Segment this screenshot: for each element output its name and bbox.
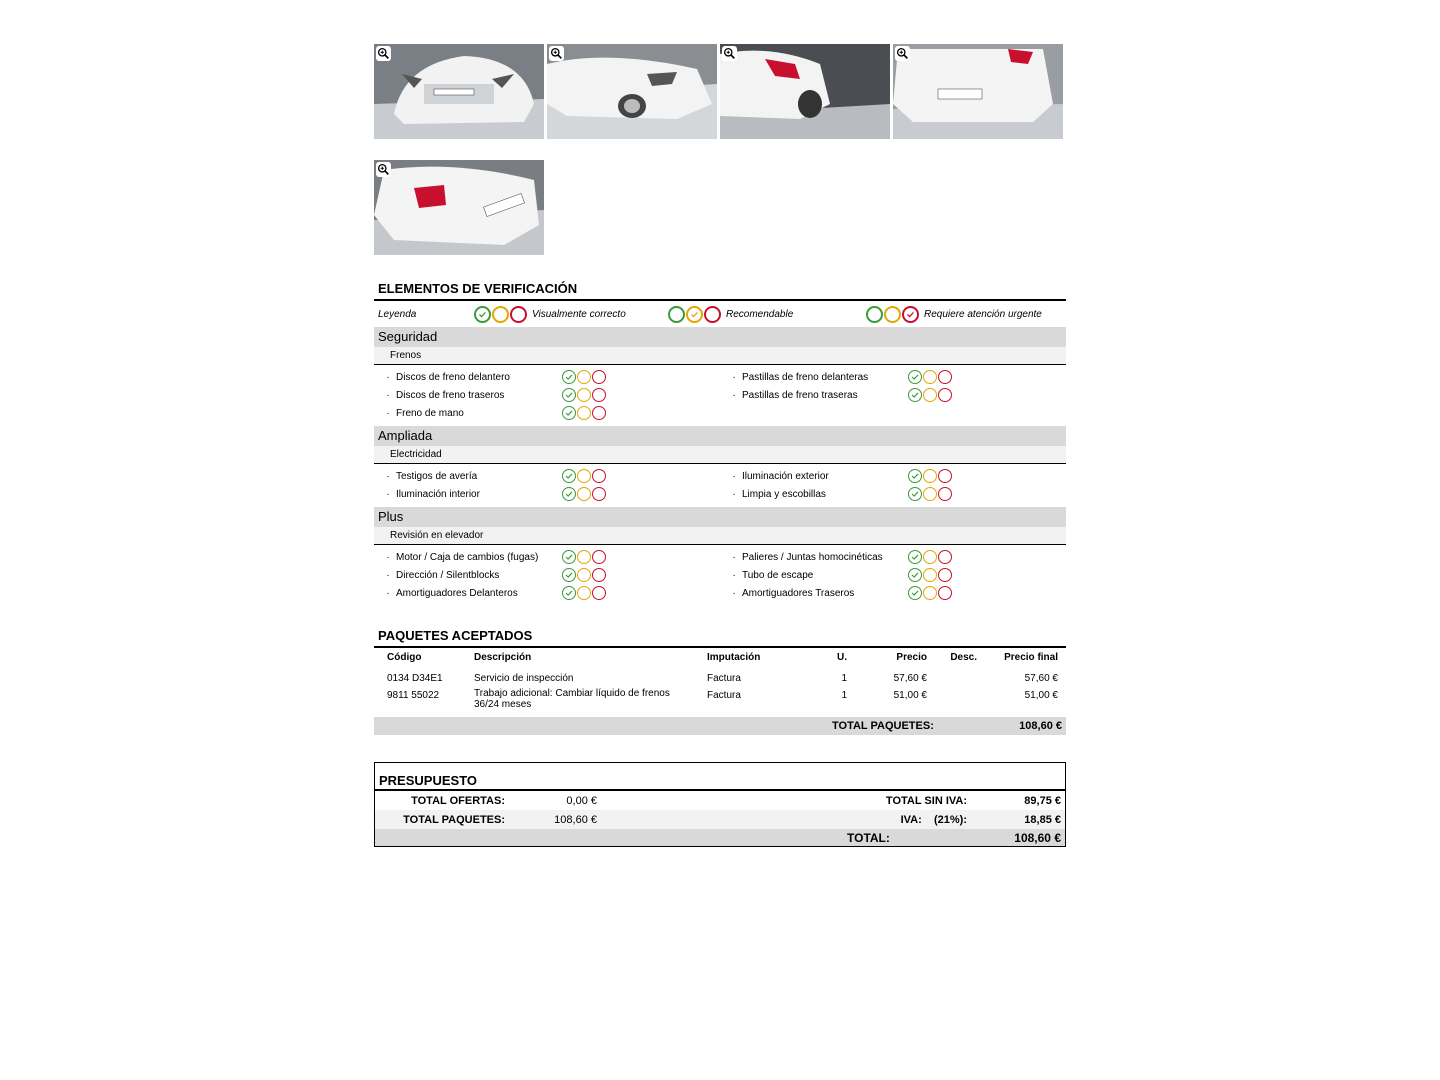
bullet: · — [732, 551, 736, 563]
status-ok-icon — [908, 550, 952, 564]
checklist-item — [374, 485, 720, 503]
traffic-lights-warning-icon — [668, 306, 721, 323]
checklist-item-label: Tubo de escape — [742, 569, 814, 581]
bullet: · — [732, 488, 736, 500]
checklist-item — [720, 368, 1066, 386]
table-row: 9811 55022 Trabajo adicional: Cambiar líquido de frenos 36/24 meses Factura 1 51,00 € 51,00 € — [387, 688, 1058, 710]
checklist-items — [374, 464, 1066, 507]
budget-total-row: TOTAL: 108,60 € — [375, 829, 1065, 846]
checklist-item-label: Amortiguadores Traseros — [742, 587, 855, 599]
budget-row-packages: TOTAL PAQUETES: 108,60 € IVA: (21%): 18,85 € — [375, 810, 1065, 829]
status-ok-icon — [562, 406, 606, 420]
checklist-item-label: Dirección / Silentblocks — [396, 569, 500, 581]
legend-urgent: Requiere atención urgente — [866, 306, 1042, 323]
packages-total-row: TOTAL PAQUETES: 108,60 € — [374, 717, 1066, 735]
checklist-item-label: Pastillas de freno traseras — [742, 389, 858, 401]
checklist-item — [374, 566, 720, 584]
status-ok-icon — [908, 586, 952, 600]
checklist-item — [720, 467, 1066, 485]
status-ok-icon — [908, 568, 952, 582]
inspection-report — [374, 44, 1066, 847]
zoom-icon[interactable] — [722, 46, 737, 61]
legend-recommended: Recomendable — [668, 306, 866, 323]
status-ok-icon — [562, 388, 606, 402]
checklist-item-label: Pastillas de freno delanteras — [742, 371, 869, 383]
packages-title: PAQUETES ACEPTADOS — [374, 626, 1066, 648]
bullet: · — [732, 569, 736, 581]
photo-gallery — [374, 44, 1066, 255]
status-ok-icon — [562, 469, 606, 483]
checklist-item — [720, 386, 1066, 404]
category-header: Ampliada — [374, 426, 1066, 446]
legend — [374, 301, 1066, 327]
bullet: · — [386, 389, 390, 401]
checklist-item — [374, 548, 720, 566]
bullet: · — [386, 470, 390, 482]
verification-categories — [374, 327, 1066, 606]
status-ok-icon — [562, 568, 606, 582]
status-ok-icon — [908, 370, 952, 384]
checklist-item-label: Motor / Caja de cambios (fugas) — [396, 551, 539, 563]
status-ok-icon — [908, 487, 952, 501]
subcategory-header: Revisión en elevador — [374, 527, 1066, 545]
budget-title: PRESUPUESTO — [375, 763, 1065, 791]
bullet: · — [732, 371, 736, 383]
checklist-item — [374, 584, 720, 602]
checklist-item-label: Limpia y escobillas — [742, 488, 826, 500]
checklist-item-label: Iluminación interior — [396, 488, 480, 500]
bullet: · — [386, 551, 390, 563]
status-ok-icon — [908, 388, 952, 402]
checklist-item — [720, 566, 1066, 584]
vehicle-photo-rear-right[interactable] — [374, 160, 544, 255]
checklist-items — [374, 365, 1066, 426]
packages-header-row: Código Descripción Imputación U. Precio Desc. Precio final — [387, 652, 1058, 663]
status-ok-icon — [562, 487, 606, 501]
status-ok-icon — [562, 550, 606, 564]
packages-table — [374, 648, 1066, 735]
checklist-item — [374, 368, 720, 386]
bullet: · — [732, 470, 736, 482]
bullet: · — [732, 389, 736, 401]
checklist-item — [720, 485, 1066, 503]
bullet: · — [386, 371, 390, 383]
traffic-lights-urgent-icon — [866, 306, 919, 323]
zoom-icon[interactable] — [895, 46, 910, 61]
bullet: · — [386, 488, 390, 500]
checklist-item — [374, 386, 720, 404]
checklist-item — [720, 584, 1066, 602]
zoom-icon[interactable] — [376, 162, 391, 177]
subcategory-header: Electricidad — [374, 446, 1066, 464]
budget-row-offers: TOTAL OFERTAS: 0,00 € TOTAL SIN IVA: 89,75 € — [411, 794, 1061, 807]
checklist-item-label: Freno de mano — [396, 407, 464, 419]
vehicle-photo-front[interactable] — [374, 44, 544, 139]
checklist-item-label: Testigos de avería — [396, 470, 478, 482]
checklist-item-label: Discos de freno traseros — [396, 389, 505, 401]
checklist-item-label: Iluminación exterior — [742, 470, 829, 482]
legend-ok: Visualmente correcto — [474, 306, 668, 323]
checklist-item-label: Amortiguadores Delanteros — [396, 587, 518, 599]
checklist-item — [374, 404, 720, 422]
verification-title: ELEMENTOS DE VERIFICACIÓN — [374, 279, 1066, 301]
checklist-item-label: Palieres / Juntas homocinéticas — [742, 551, 883, 563]
status-ok-icon — [908, 469, 952, 483]
vehicle-photo-rear-left[interactable] — [720, 44, 890, 139]
checklist-item-label: Discos de freno delantero — [396, 371, 510, 383]
traffic-lights-ok-icon — [474, 306, 527, 323]
vehicle-photo-front-left[interactable] — [547, 44, 717, 139]
category-header: Seguridad — [374, 327, 1066, 347]
status-ok-icon — [562, 586, 606, 600]
checklist-item — [720, 548, 1066, 566]
checklist-items — [374, 545, 1066, 606]
bullet: · — [386, 569, 390, 581]
checklist-item — [374, 467, 720, 485]
bullet: · — [386, 407, 390, 419]
zoom-icon[interactable] — [376, 46, 391, 61]
vehicle-photo-rear[interactable] — [893, 44, 1063, 139]
bullet: · — [386, 587, 390, 599]
subcategory-header: Frenos — [374, 347, 1066, 365]
category-header: Plus — [374, 507, 1066, 527]
bullet: · — [732, 587, 736, 599]
legend-label: Leyenda — [378, 308, 417, 320]
zoom-icon[interactable] — [549, 46, 564, 61]
budget-box — [374, 762, 1066, 847]
table-row: 0134 D34E1 Servicio de inspección Factura 1 57,60 € 57,60 € — [387, 673, 1058, 684]
status-ok-icon — [562, 370, 606, 384]
